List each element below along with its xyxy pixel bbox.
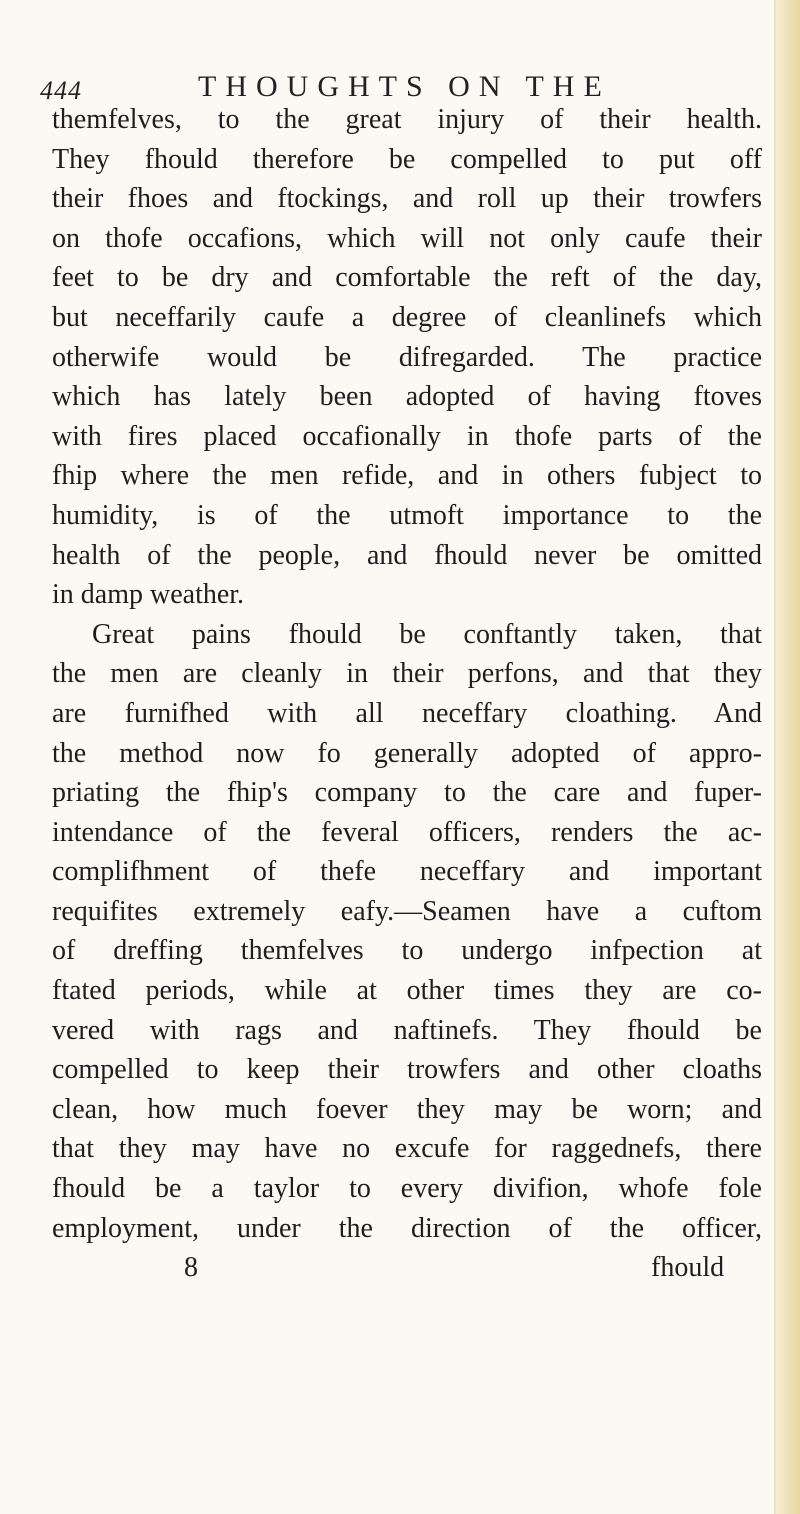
text-line: the men are cleanly in their perfons, and that they: [52, 658, 762, 690]
text-line: fhip where the men refide, and in others fubject to: [52, 460, 762, 492]
text-line: which has lately been adopted of having ftoves: [52, 381, 762, 413]
paragraph-start-line: Great pains fhould be conftantly taken, that: [92, 618, 762, 650]
page-spine-edge: [774, 0, 800, 1514]
text-line: feet to be dry and comfortable the reft of the day,: [52, 262, 762, 294]
text-line: are furnifhed with all neceffary cloathing. And: [52, 697, 762, 729]
text-line: otherwife would be difregarded. The practice: [52, 341, 762, 373]
text-line: on thofe occafions, which will not only caufe their: [52, 222, 762, 254]
text-line: with fires placed occafionally in thofe parts of the: [52, 420, 762, 452]
catchword: fhould: [651, 1252, 725, 1284]
text-line: compelled to keep their trowfers and other cloaths: [52, 1054, 762, 1086]
text-line: health of the people, and fhould never be omitted: [52, 539, 762, 571]
text-line: humidity, is of the utmoft importance to the: [52, 499, 762, 531]
text-line: but neceffarily caufe a degree of cleanlinefs which: [52, 301, 762, 333]
text-line: ftated periods, while at other times they are co-: [52, 975, 762, 1007]
page-fold-shadow: [774, 0, 776, 1514]
text-line: employment, under the direction of the officer,: [52, 1212, 762, 1244]
page-footer: [52, 1248, 762, 1288]
paragraph-end-line: in damp weather.: [52, 579, 245, 611]
text-line: the method now fo generally adopted of appro-: [52, 737, 762, 769]
text-line: vered with rags and naftinefs. They fhould be: [52, 1014, 762, 1046]
signature-mark: 8: [184, 1252, 198, 1284]
text-line: requifites extremely eafy.—Seamen have a cuftom: [52, 895, 762, 927]
text-line: They fhould therefore be compelled to put off: [52, 143, 762, 175]
text-line: priating the fhip's company to the care and fuper-: [52, 777, 762, 809]
running-head: THOUGHTS ON THE: [198, 70, 611, 103]
text-line: fhould be a taylor to every divifion, whofe fole: [52, 1173, 762, 1205]
text-line: themfelves, to the great injury of their health.: [52, 104, 762, 135]
body-text: [52, 100, 762, 1288]
text-line: that they may have no excufe for raggednefs, there: [52, 1133, 762, 1165]
text-line: clean, how much foever they may be worn; and: [52, 1093, 762, 1125]
text-line: their fhoes and ftockings, and roll up their trowfers: [52, 183, 762, 215]
text-line: intendance of the feveral officers, renders the ac-: [52, 816, 762, 848]
page-number: 444: [40, 76, 82, 105]
text-line: complifhment of thefe neceffary and important: [52, 856, 762, 888]
text-line: of dreffing themfelves to undergo infpection at: [52, 935, 762, 967]
